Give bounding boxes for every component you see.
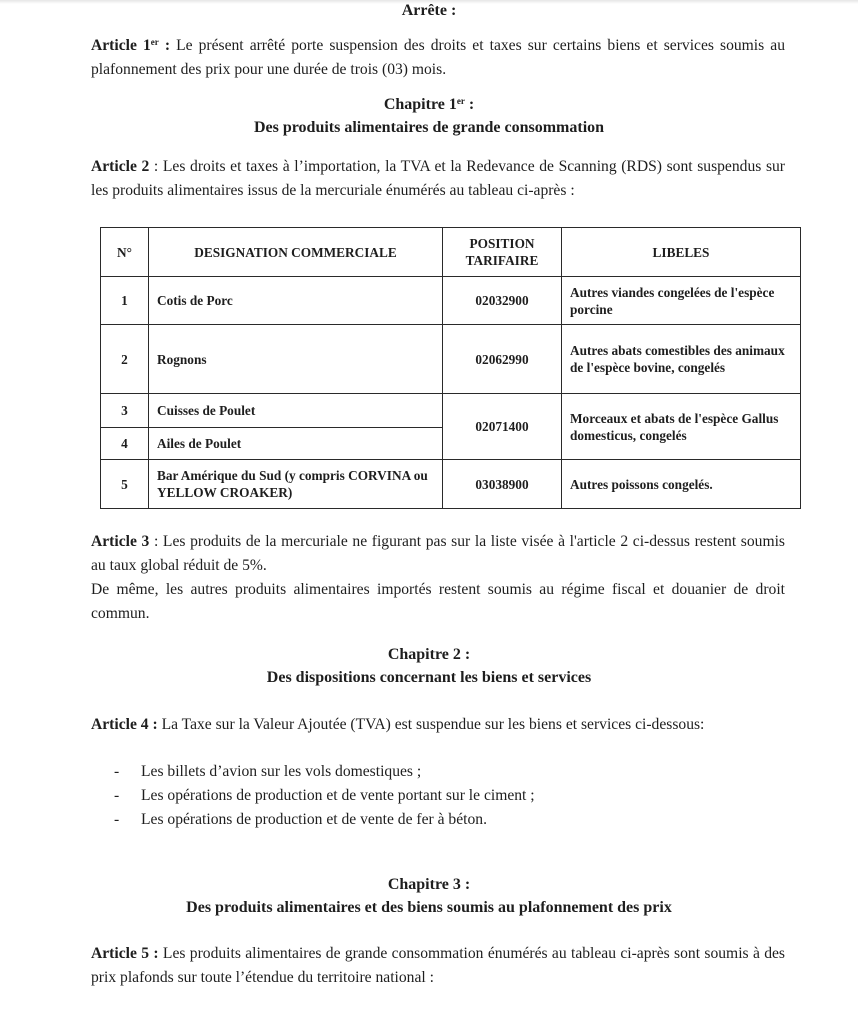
cell-num: 3 [101, 394, 149, 428]
cell-num: 4 [101, 428, 149, 460]
header-libeles: LIBELES [562, 228, 801, 277]
article-5-label: Article 5 : [91, 945, 159, 962]
cell-designation: Cuisses de Poulet [149, 394, 443, 428]
chapter-3-subtitle: Des produits alimentaires et des biens soumis au plafonnement des prix [186, 899, 672, 916]
cell-num: 5 [101, 460, 149, 509]
chapter-3-title: Chapitre 3 : [387, 876, 471, 893]
article-1-text: Le présent arrêté porte suspension des droits et taxes sur certains biens et services soumis au plafonnement des prix pour une durée de trois (03) mois. [91, 37, 785, 78]
cell-libeles: Autres poissons congelés. [562, 460, 801, 509]
article-4-text: La Taxe sur la Valeur Ajoutée (TVA) est suspendue sur les biens et services ci-dessous: [157, 716, 705, 733]
list-item: - Les opérations de production et de vente portant sur le ciment ; [114, 784, 794, 808]
article-2-text: : Les droits et taxes à l’importation, la TVA et la Redevance de Scanning (RDS) sont suspendus sur les produits alimentaires issus de la mercuriale énumérés au tableau ci-après : [91, 158, 785, 199]
list-item: - Les billets d’avion sur les vols domestiques ; [114, 760, 794, 784]
cell-num: 1 [101, 277, 149, 325]
chapter-2-subtitle: Des dispositions concernant les biens et services [266, 669, 592, 686]
article-3 [91, 530, 785, 626]
cell-num: 2 [101, 325, 149, 394]
products-table [100, 227, 801, 509]
cell-designation: Ailes de Poulet [149, 428, 443, 460]
article-3-paragraph [91, 530, 785, 578]
article-3-label: Article 3 [91, 533, 150, 550]
cell-libeles: Morceaux et abats de l'espèce Gallus domesticus, congelés [562, 394, 801, 460]
table-row [101, 460, 801, 509]
article-1-label: Article 1er : [91, 37, 171, 54]
cell-designation: Rognons [149, 325, 443, 394]
article-5 [91, 942, 785, 990]
header-num: N° [101, 228, 149, 277]
article-3-paragraph-2: De même, les autres produits alimentaires importés restent soumis au régime fiscal et douanier de droit commun. [91, 581, 785, 622]
chapter-1-title: Chapitre 1er : [383, 96, 475, 113]
article-2 [91, 155, 785, 203]
table-row [101, 325, 801, 394]
table-header-row [101, 228, 801, 277]
cell-libeles: Autres viandes congelées de l'espèce porcine [562, 277, 801, 325]
article-3-text: : Les produits de la mercuriale ne figurant pas sur la liste visée à l'article 2 ci-dessus restent soumis au taux global réduit de 5%. [91, 533, 785, 574]
chapter-1-heading [0, 93, 858, 139]
article-1 [91, 34, 785, 82]
header-designation: DESIGNATION COMMERCIALE [149, 228, 443, 277]
cell-position: 02032900 [443, 277, 562, 325]
table-row [101, 277, 801, 325]
article-4 [91, 713, 785, 737]
dash-bullet-icon: - [114, 787, 120, 804]
cell-designation: Bar Amérique du Sud (y compris CORVINA ou YELLOW CROAKER) [149, 460, 443, 509]
cell-position: 02071400 [443, 394, 562, 460]
article-4-label: Article 4 : [91, 716, 158, 733]
cell-position: 02062990 [443, 325, 562, 394]
dash-bullet-icon: - [114, 811, 120, 828]
dash-bullet-icon: - [114, 763, 120, 780]
cell-designation: Cotis de Porc [149, 277, 443, 325]
chapter-2-title: Chapitre 2 : [387, 646, 471, 663]
chapter-2-heading [0, 643, 858, 689]
list-item: - Les opérations de production et de vente de fer à béton. [114, 808, 794, 832]
chapter-1-subtitle: Des produits alimentaires de grande consommation [253, 119, 605, 136]
article-2-label: Article 2 [91, 158, 150, 175]
header-position: POSITION TARIFAIRE [443, 228, 562, 277]
document-title: Arrête : [401, 2, 457, 19]
cell-libeles: Autres abats comestibles des animaux de l'espèce bovine, congelés [562, 325, 801, 394]
chapter-3-heading [0, 873, 858, 919]
table-row [101, 394, 801, 428]
article-4-list [114, 760, 794, 832]
cell-position: 03038900 [443, 460, 562, 509]
article-5-text: Les produits alimentaires de grande consommation énumérés au tableau ci-après sont soumis à des prix plafonds sur toute l’étendue du territoire national : [91, 945, 785, 986]
